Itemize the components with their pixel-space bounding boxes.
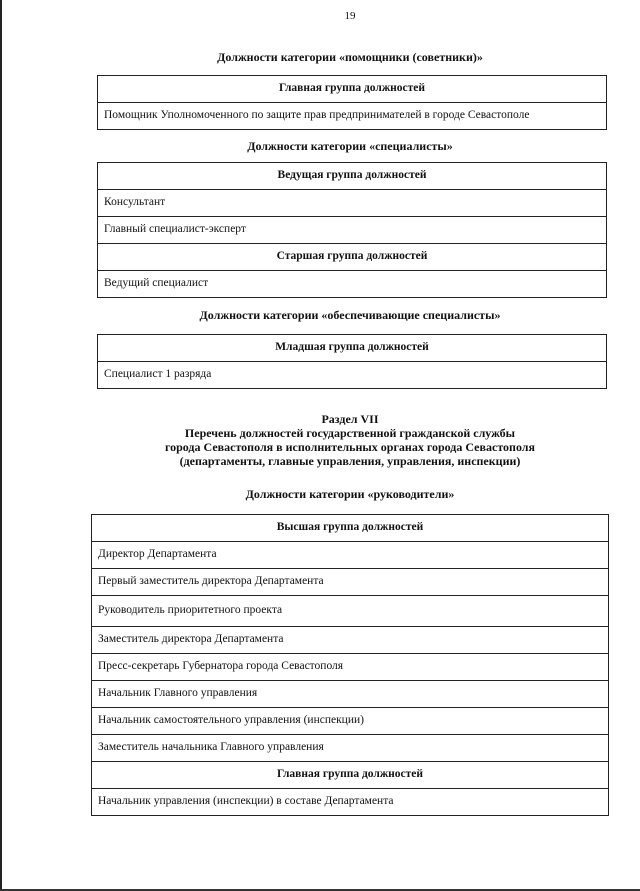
section-line: Перечень должностей государственной гражданской службы <box>184 426 516 440</box>
table-row: Главный специалист-эксперт <box>98 217 607 244</box>
group-header-main: Главная группа должностей <box>98 76 607 103</box>
table-row: Консультант <box>98 190 607 217</box>
table-row: Директор Департамента <box>92 542 609 569</box>
table-support <box>97 334 607 389</box>
table-row: Первый заместитель директора Департамента <box>92 569 609 596</box>
table-row: Пресс-секретарь Губернатора города Севастополя <box>92 654 609 681</box>
table-row: Начальник Главного управления <box>92 681 609 708</box>
section-line: города Севастополя в исполнительных органах города Севастополя <box>164 440 536 454</box>
category-heading-heads: Должности категории «руководители» <box>245 487 455 501</box>
table-assistants <box>97 75 607 130</box>
category-heading-support: Должности категории «обеспечивающие специалисты» <box>199 308 501 322</box>
section-block <box>0 412 640 468</box>
table-row: Специалист 1 разряда <box>98 362 607 389</box>
table-heads <box>91 514 609 816</box>
table-row: Начальник управления (инспекции) в составе Департамента <box>92 789 609 816</box>
group-header-main: Главная группа должностей <box>92 762 609 789</box>
group-header-senior: Старшая группа должностей <box>98 244 607 271</box>
category-heading-assistants: Должности категории «помощники (советники)» <box>217 50 483 64</box>
table-row: Ведущий специалист <box>98 271 607 298</box>
section-line: (департаменты, главные управления, управления, инспекции) <box>179 454 521 468</box>
page-number: 19 <box>344 10 356 22</box>
category-heading-specialists: Должности категории «специалисты» <box>247 139 453 153</box>
table-row: Начальник самостоятельного управления (инспекции) <box>92 708 609 735</box>
group-header-highest: Высшая группа должностей <box>92 515 609 542</box>
table-row: Заместитель начальника Главного управления <box>92 735 609 762</box>
table-specialists <box>97 162 607 298</box>
table-row: Заместитель директора Департамента <box>92 627 609 654</box>
group-header-junior: Младшая группа должностей <box>98 335 607 362</box>
section-title: Раздел VII <box>321 412 379 426</box>
table-row: Руководитель приоритетного проекта <box>92 596 609 627</box>
group-header-leading: Ведущая группа должностей <box>98 163 607 190</box>
table-row: Помощник Уполномоченного по защите прав предпринимателей в городе Севастополе <box>98 103 607 130</box>
